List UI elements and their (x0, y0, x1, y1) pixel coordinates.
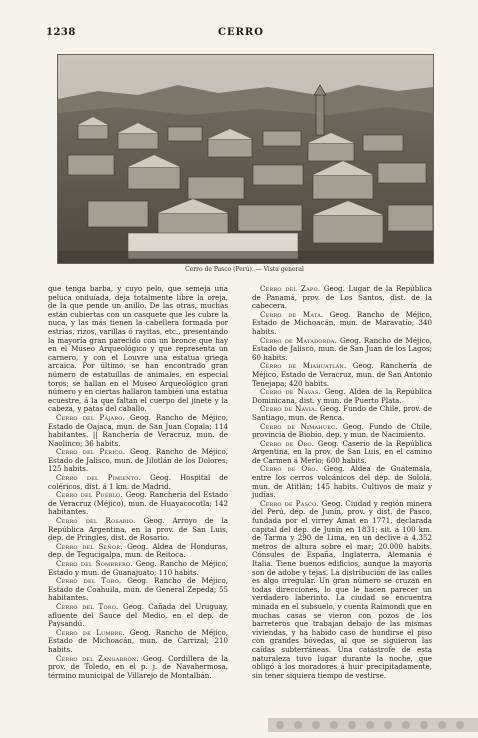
entry-text: que tenga barba, y cuyo pelo, que semeja una peluca onduíada, deja totalmente libre la oreja, de la que pende un anillo. De las otras, muchas están cubiertas con un casquete que les cubre la nuca, y las más tienen la cabellera formada por estrías, rizos, varillas ó rayitas, etc., presentando la mayoría gran parecido con un bronce que hay en el Museo Arqueológico y que representa un carnero, y con el Louvre una estatua griega arcaica. Por último, se han encontrado gran número de estatuillas de animales, en especial toros; se hallan en el Museo Arqueológico gran número y en ciertas hallaron también una estatua ecuestre, á la que faltan el cuerpo del jinete y la cabeza, y patas del caballo. (48, 284, 228, 414)
entry-headword: Cerro del Toro. (56, 601, 119, 611)
right-text-column (252, 285, 432, 680)
entry-text: Geog. Caserío de la República Argentina, en la prov. de San Luis, en el camino de Carmen á Merlo; 600 habits. (252, 438, 432, 465)
entry-text: Geog. Hospital de coléricos, dist. á 1 km. de Madrid. (48, 473, 228, 491)
entry-headword: Cerro de Pasco. (260, 498, 319, 508)
entry-text: Geog. Aldea de Honduras, dep. de Tegucigalpa, mun. de Reitoca. (48, 541, 228, 560)
entry-text: Geog. Aldea de Guatemala, entre los cerros volcánicos del dep. de Sololá, mun. de Atitlán; 145 habits. Cultivos de maíz y judías. (252, 464, 432, 500)
entry-paragraph (252, 500, 432, 680)
running-head: CERRO (218, 27, 264, 38)
entry-text: Geog. Cordillera de la prov. de Toledo, en el p. j. de Navahermosa, término municipal de Villarejo de Montalbán. (48, 653, 228, 680)
entry-paragraph (252, 285, 432, 311)
entry-paragraph (252, 405, 432, 422)
entry-paragraph (252, 362, 432, 388)
page-header (46, 27, 436, 41)
entry-paragraph (48, 491, 228, 517)
entry-text: Geog. Rancho de Méjico, Estado y mun. de Guanajuato; 110 habits. (48, 559, 228, 577)
entry-text: Geog. Aldea de la República Dominicana, dist. y mun. de Puerto Plata. (252, 387, 432, 405)
entry-paragraph (252, 337, 432, 363)
entry-paragraph (252, 388, 432, 405)
entry-headword: Cerro de Oro. (260, 438, 315, 448)
entry-paragraph (48, 285, 228, 414)
entry-headword: Cerro del Señor. (56, 541, 123, 551)
entry-headword: Cerro del Pueblo. (56, 490, 123, 500)
entry-text: Geog. Ranchería del Estado de Veracruz (Méjico), mun. de Huayacocotla; 142 habitantes. (48, 490, 228, 517)
bottom-ink-stamp (268, 712, 478, 738)
figure-caption: Cerro de Pasco (Perú). — Vista general (185, 266, 304, 273)
entry-paragraph (252, 440, 432, 466)
entry-paragraph (48, 474, 228, 491)
entry-text: Geog. Rancho de Méjico, Estado de Oajaca, mun. de San Juan Copala; 114 habitantes. || Ranchería de Veracruz, mun. de Naolinco; 36 habits. (48, 412, 228, 448)
entry-headword: Cerro de Nimahuec. (260, 421, 338, 431)
entry-text: Geog. Rancho de Méjico, Estado de Jalisco, mun. de Jilotlán de los Dolores; 125 habits. (48, 447, 228, 474)
entry-text: Geog. Lugar de la República de Panamá, prov. de Los Santos, dist. de la cabecera. (252, 284, 433, 311)
entry-text: Geog. Cañada del Uruguay, afluente del Sauce del Medio, en el dep. de Paysandú. (48, 601, 228, 629)
entry-paragraph (48, 603, 228, 629)
entry-headword: Cerro del Toro. (56, 576, 122, 586)
entry-headword: Cerro del Sombrero. (56, 559, 133, 568)
entry-headword: Cerro de Oro. (260, 464, 319, 474)
entry-headword: Cerro del Rosario. (56, 516, 136, 526)
entry-headword: Cerro de Matadorda. (260, 335, 338, 345)
left-text-column (48, 285, 228, 680)
entry-paragraph (48, 629, 228, 655)
entry-headword: Cerro del Zangarrón. (56, 653, 139, 663)
entry-text: Geog. Fundo de Chile, prov. de Santiago, mun. de Renca. (252, 404, 432, 422)
entry-headword: Cerro del Pájaro. (56, 412, 126, 422)
entry-paragraph (48, 448, 228, 474)
entry-text: Geog. Ciudad y región minera del Perú, dep. de Junín, prov. y dist. de Pasco, fundada por el virrey Amat en 1771, declarada capital del dep. de Junín en 1831; sit. á 100 km. de Tarma y 290 de Lima, en un declive á 4,352 metros de altura sobre el mar; 20.000 habits. Cónsules de España, Inglaterra, Alemania é Italia. Tiene buenos edificios, aunque la mayoría son de adobe y tejas. La distribución de las calles es algo irregular. Un gran número se cruzan en todas direcciones, lo que le hacen parecer un verdadero laberinto. La ciudad se encuentra minada en el subsuelo, y cuenta Raimondi que en muchas casas se vieron con pozos de los barreteros que trabajan debajo de las mismas viviendas, y ha habido caso de hundirse el piso con grandes bóvedas, al que se siguieron las caídas subterráneas. Una catástrofe de esta naturaleza tuvo lugar durante la noche, que obligó á los moradores á huir precipitadamente, sin tener siquiera tiempo de vestirse. (252, 498, 432, 680)
entry-headword: Cerro de Navas. (260, 387, 321, 397)
entry-text: Geog. Rancho de Méjico, Estado de Jalisco, mun. de San Juan de los Lagos; 60 habits. (252, 335, 432, 362)
entry-paragraph (252, 465, 432, 499)
entry-headword: Cerro del Perico. (56, 447, 126, 457)
entry-headword: Cerro de Lumbre. (56, 627, 125, 637)
entry-paragraph (48, 655, 228, 681)
entry-text: Geog. Ranchería de Méjico, Estado de Veracruz, mun. de San Antonio Tenejapa; 420 habits. (252, 361, 432, 388)
entry-paragraph (252, 423, 432, 440)
entry-headword: Cerro de Miahuatlán. (260, 361, 347, 371)
entry-headword: Cerro de Mata. (260, 309, 324, 319)
entry-paragraph (48, 517, 228, 543)
entry-paragraph (48, 543, 228, 560)
entry-paragraph (48, 414, 228, 448)
entry-paragraph (252, 311, 432, 337)
town-photograph (57, 54, 434, 264)
entry-paragraph (48, 577, 228, 603)
entry-paragraph (48, 560, 228, 577)
entry-headword: Cerro del Pimiento. (56, 473, 142, 483)
entry-text: Geog. Arroyo de la República Argentina, en la prov. de San Luis, dep. de Pringles, dist. de Rosario. (48, 516, 228, 543)
entry-headword: Cerro del Zapo. (260, 284, 321, 293)
entry-text: Geog. Rancho de Méjico, Estado de Michoacán, mun. de Carrizal; 210 habits. (48, 627, 228, 654)
entry-headword: Cerro de Navia. (260, 404, 318, 414)
page-number: 1238 (46, 27, 76, 38)
entry-text: Geog. Fundo de Chile, provincia de Biobío, dep. y mun. de Nacimiento. (252, 421, 432, 440)
entry-text: Geog. Rancho de Méjico, Estado de Michoacán, mun. de Maravatío; 340 habits. (252, 309, 433, 336)
entry-text: Geog. Rancho de Méjico, Estado de Coahuila, mun. de General Zepeda; 55 habitantes. (48, 576, 228, 603)
